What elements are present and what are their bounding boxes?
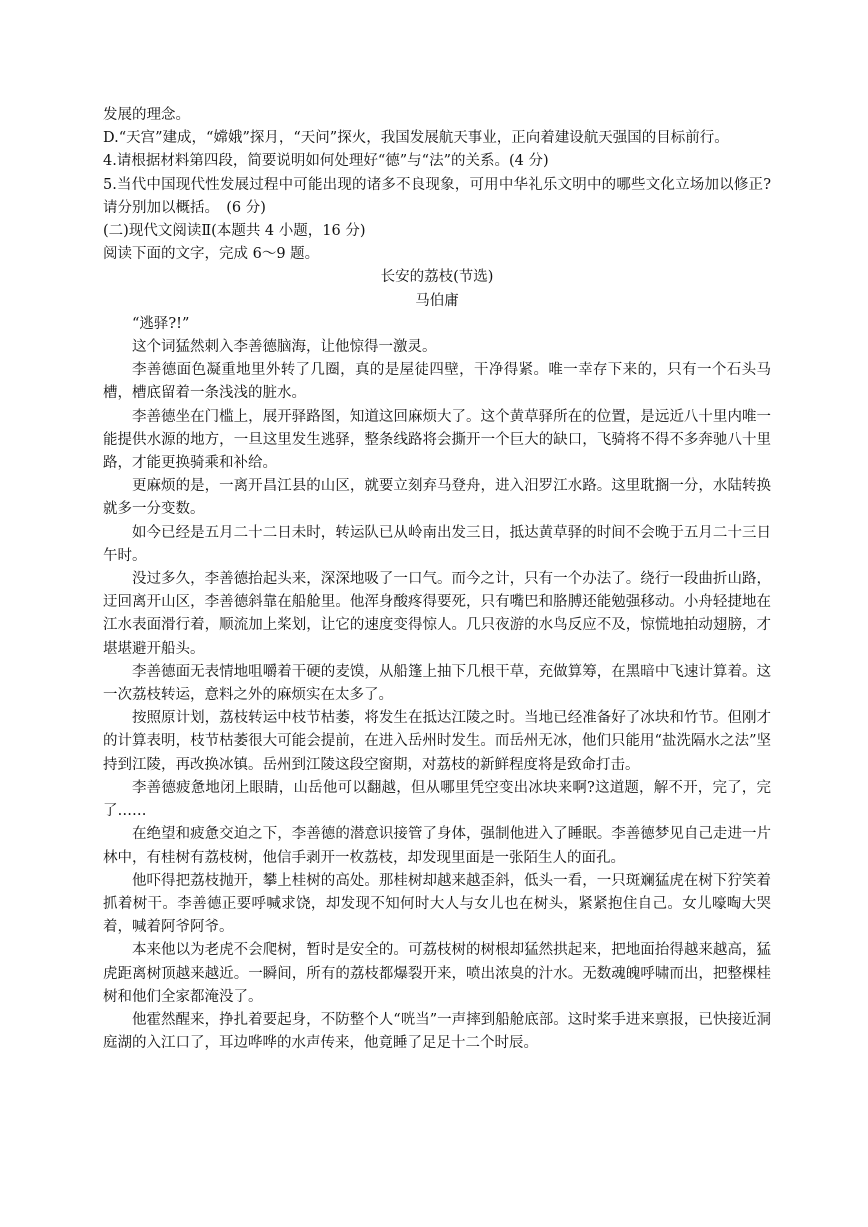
article-paragraph: 李善德坐在门槛上，展开驿路图，知道这回麻烦大了。这个黄草驿所在的位置，是远近八十里内唯一能提供水源的地方，一旦这里发生逃驿，整条线路将会撕开一个巨大的缺口，飞骑将不得不多奔驰八十里路，才能更换骑乘和补给。 xyxy=(103,408,771,472)
article-paragraph: 他吓得把荔枝抛开，攀上桂树的高处。那桂树却越来越歪斜，低头一看，一只斑斓猛虎在树下狞笑着抓着树干。李善德正要呼喊求饶，却发现不知何时大人与女儿也在树头，紧紧抱住自己。女儿嚎啕大哭着，喊着阿爷阿爷。 xyxy=(103,872,771,936)
article-body xyxy=(103,313,771,1056)
document-page xyxy=(103,104,771,1055)
article-paragraph: 李善德面无表情地咀嚼着干硬的麦馍，从船篷上抽下几根干草，充做算筹，在黑暗中飞速计算着。这一次荔枝转运，意料之外的麻烦实在太多了。 xyxy=(103,663,771,704)
article-paragraph: 本来他以为老虎不会爬树，暂时是安全的。可荔枝树的树根却猛然拱起来，把地面抬得越来越高，猛虎距离树顶越来越近。一瞬间，所有的荔枝都爆裂开来，喷出浓臭的汁水。无数魂魄呼啸而出，把整棵桂树和他们全家都淹没了。 xyxy=(103,942,771,1005)
article-paragraph: 没过多久，李善德抬起头来，深深地吸了一口气。而今之计，只有一个办法了。绕行一段曲折山路，迂回离开山区，李善德斜靠在船舱里。他浑身酸疼得要死，只有嘴巴和胳膊还能勉强移动。小舟轻捷地在江水表面滑行着，顺流加上桨划，让它的速度变得惊人。几只夜游的水鸟反应不及，惊慌地拍动翅膀，才堪堪避开船头。 xyxy=(103,571,771,657)
article-paragraph: 这个词猛然刺入李善德脑海，让他惊得一激灵。 xyxy=(132,339,437,356)
article-paragraph: 他霍然醒来，挣扎着要起身，不防整个人“咣当”一声摔到船舱底部。这时桨手进来禀报，已快接近洞庭湖的入江口了，耳边哗哗的水声传来，他竟睡了足足十二个时辰。 xyxy=(103,1011,771,1052)
section-heading: (二)现代文阅读Ⅱ(本题共 4 小题，16 分) xyxy=(103,223,366,240)
article-paragraph: 在绝望和疲惫交迫之下，李善德的潜意识接管了身体，强制他进入了睡眠。李善德梦见自己走进一片林中，有桂树有荔枝树，他信手剥开一枚荔枝，却发现里面是一张陌生人的面孔。 xyxy=(103,826,771,866)
article-paragraph: “逃驿?!” xyxy=(132,315,190,332)
previous-option-tail: 发展的理念。 xyxy=(103,107,190,123)
question-4: 4.请根据材料第四段，简要说明如何处理好“德”与“法”的关系。(4 分) xyxy=(103,153,549,170)
article-paragraph: 如今已经是五月二十二日未时，转运队已从岭南出发三日，抵达黄草驿的时间不会晚于五月二十三日午时。 xyxy=(103,524,771,564)
article-paragraph: 李善德疲惫地闭上眼睛，山岳他可以翻越，但从哪里凭空变出冰块来啊?这道题，解不开，完了，完了…… xyxy=(103,779,771,820)
article-paragraph: 更麻烦的是，一离开昌江县的山区，就要立刻弃马登舟，进入汨罗江水路。这里耽搁一分，水陆转换就多一分变数。 xyxy=(103,478,771,518)
article-author: 马伯庸 xyxy=(415,292,459,309)
question-5: 5.当代中国现代性发展过程中可能出现的诸多不良现象，可用中华礼乐文明中的哪些文化立场加以修正?请分别加以概括。 (6 分) xyxy=(103,176,771,216)
option-d: D.“天宫”建成，“嫦娥”探月，“天问”探火，我国发展航天事业，正向着建设航天强国的目标前行。 xyxy=(103,130,729,147)
article-title: 长安的荔枝(节选) xyxy=(380,269,494,286)
reading-instruction: 阅读下面的文字，完成 6～9 题。 xyxy=(103,246,320,263)
article-paragraph: 按照原计划，荔枝转运中枝节枯萎，将发生在抵达江陵之时。当地已经准备好了冰块和竹节。但刚才的计算表明，枝节枯萎很大可能会提前，在进入岳州时发生。而岳州无冰，他们只能用“盐洗隔水之法”坚持到江陵，再改换冰镇。岳州到江陵这段空窗期，对荔枝的新鲜程度将是致命打击。 xyxy=(103,710,771,773)
article-paragraph: 李善德面色凝重地里外转了几圈，真的是屋徒四壁，干净得紧。唯一幸存下来的，只有一个石头马槽，槽底留着一条浅浅的脏水。 xyxy=(103,362,771,402)
